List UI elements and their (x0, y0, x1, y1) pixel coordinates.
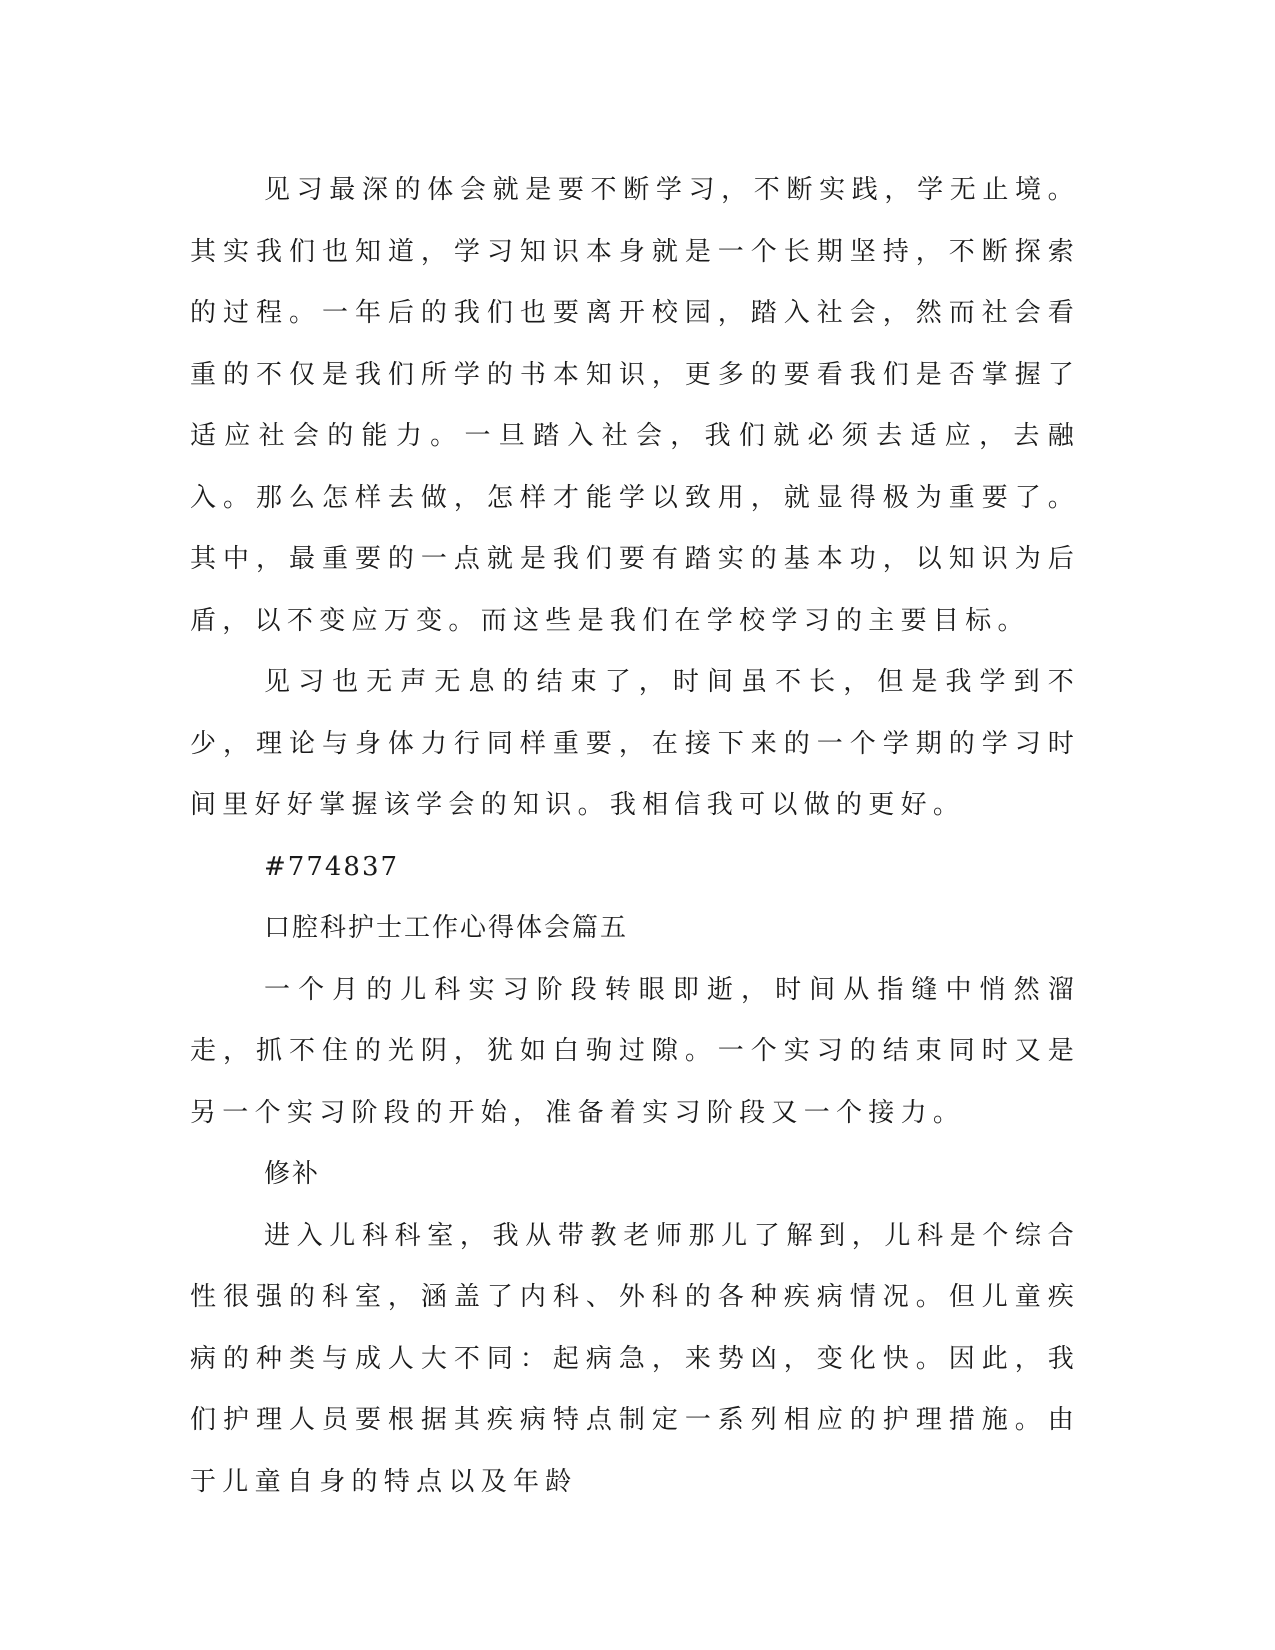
document-id: #774837 (264, 851, 400, 882)
document-body (190, 160, 1080, 1513)
paragraph-internship-ending: 见习也无声无息的结束了，时间虽不长，但是我学到不少，理论与身体力行同样重要，在接下来的一个学期的学习时间里好好掌握该学会的知识。我相信我可以做的更好。 (190, 667, 1080, 820)
paragraph-pediatric-internship: 一个月的儿科实习阶段转眼即逝，时间从指缝中悄然溜走，抓不住的光阴，犹如白驹过隙。一个实习的结束同时又是另一个实习阶段的开始，准备着实习阶段又一个接力。 (190, 974, 1080, 1128)
paragraph-study-reflection: 见习最深的体会就是要不断学习，不断实践，学无止境。其实我们也知道，学习知识本身就是一个长期坚持，不断探索的过程。一年后的我们也要离开校园，踏入社会，然而社会看重的不仅是我们所学的书本知识，更多的要看我们是否掌握了适应社会的能力。一旦踏入社会，我们就必须去适应，去融入。那么怎样去做，怎样才能学以致用，就显得极为重要了。其中，最重要的一点就是我们要有踏实的基本功，以知识为后盾，以不变应万变。而这些是我们在学校学习的主要目标。 (190, 175, 1080, 636)
paragraph-repair-note: 修补 (264, 1159, 321, 1189)
section-heading: 口腔科护士工作心得体会篇五 (264, 913, 629, 943)
paragraph-pediatric-department: 进入儿科科室，我从带教老师那儿了解到，儿科是个综合性很强的科室，涵盖了内科、外科的各种疾病情况。但儿童疾病的种类与成人大不同：起病急，来势凶，变化快。因此，我们护理人员要根据其疾病特点制定一系列相应的护理措施。由于儿童自身的特点以及年龄 (190, 1220, 1080, 1497)
